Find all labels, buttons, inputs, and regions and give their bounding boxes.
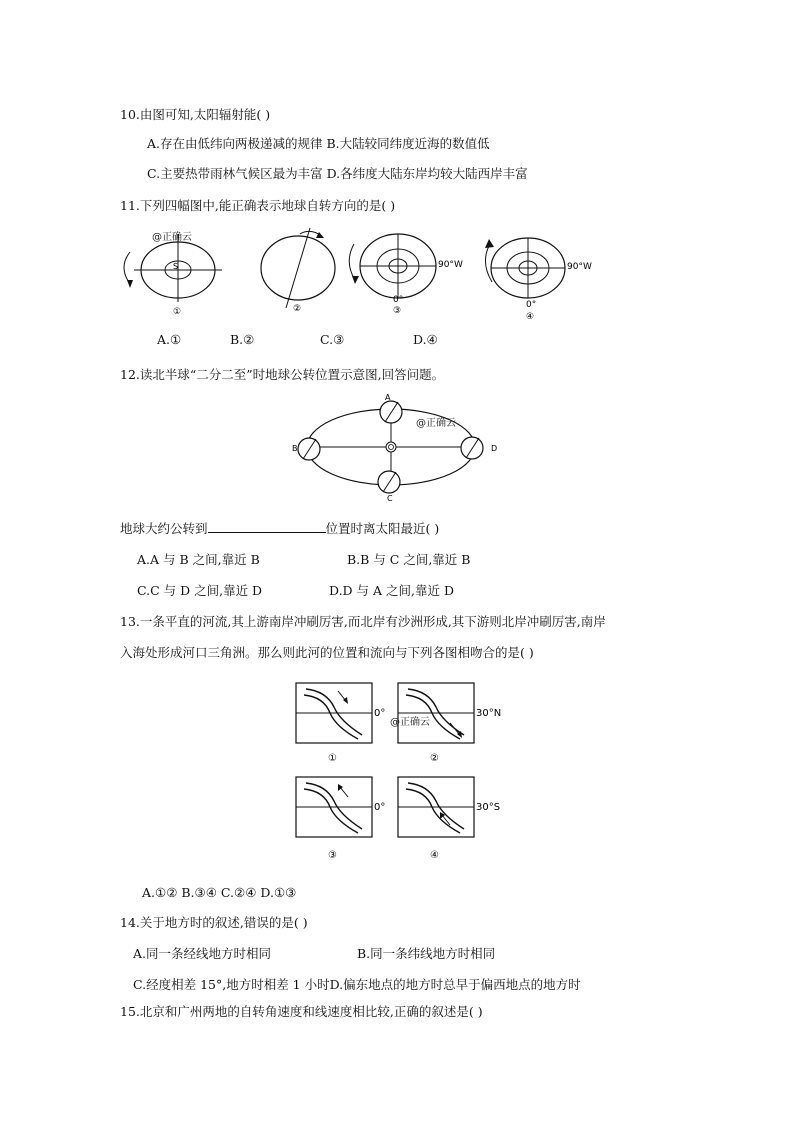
orbit-label-a: A bbox=[385, 393, 391, 402]
q13-p3-lat: 0° bbox=[374, 802, 386, 813]
orbit-label-d: D bbox=[491, 444, 498, 453]
watermark: @正确云 bbox=[152, 232, 192, 243]
q13-fig-num-2: ② bbox=[430, 753, 439, 764]
q13-stem-line2: 入海处形成河口三角洲。那么则此河的位置和流向与下列各图相吻合的是( ) bbox=[120, 645, 534, 660]
q10-option-d[interactable]: D.各纬度大陆东岸均较大陆西岸丰富 bbox=[326, 166, 528, 181]
q12-option-b[interactable]: B.B 与 C 之间,靠近 B bbox=[347, 552, 471, 567]
q11-fig-num-1: ① bbox=[173, 307, 182, 317]
q11-globe-4 bbox=[485, 238, 592, 322]
q11-fig4-90w: 90°W bbox=[567, 262, 592, 272]
q11-fig4-0: 0° bbox=[526, 300, 537, 310]
q12-question bbox=[120, 520, 439, 537]
q15-stem: 15.北京和广州两地的自转角速度和线速度相比较,正确的叙述是( ) bbox=[120, 1004, 483, 1019]
q10-option-a[interactable]: A.存在由低纬向两极递减的规律 bbox=[147, 136, 323, 151]
q11-fig-num-4: ④ bbox=[526, 312, 535, 322]
q14-option-c[interactable]: C.经度相差 15°,地方时相差 1 小时 bbox=[133, 977, 330, 992]
watermark: @正确云 bbox=[390, 717, 430, 728]
q13-options[interactable]: A.①② B.③④ C.②④ D.①③ bbox=[142, 885, 297, 900]
orbit-label-c: C bbox=[387, 494, 393, 503]
q11-stem: 11.下列四幅图中,能正确表示地球自转方向的是( ) bbox=[120, 198, 396, 213]
q13-river-figure bbox=[292, 675, 507, 865]
q11-figure bbox=[110, 222, 620, 326]
q13-panel-4 bbox=[398, 777, 500, 861]
q14-option-b[interactable]: B.同一条纬线地方时相同 bbox=[357, 946, 496, 961]
q11-option-d[interactable]: D.④ bbox=[413, 332, 438, 347]
answer-blank[interactable] bbox=[208, 520, 326, 533]
q12-option-c[interactable]: C.C 与 D 之间,靠近 D bbox=[137, 583, 263, 598]
q12-question-pre: 地球大约公转到 bbox=[120, 521, 208, 536]
q13-panel-3 bbox=[296, 777, 385, 861]
q13-panel-1 bbox=[296, 683, 385, 764]
q10-options-row1 bbox=[147, 136, 490, 152]
q11-option-b[interactable]: B.② bbox=[230, 332, 255, 347]
q10-option-b[interactable]: B.大陆较同纬度近海的数值低 bbox=[326, 136, 490, 151]
q14-option-a[interactable]: A.同一条经线地方时相同 bbox=[133, 946, 272, 961]
q11-globe-2 bbox=[261, 228, 335, 314]
q10-stem: 10.由图可知,太阳辐射能( ) bbox=[120, 107, 271, 122]
q13-p4-lat: 30°S bbox=[476, 802, 501, 813]
q13-fig-num-3: ③ bbox=[328, 850, 337, 861]
q13-p2-lat: 30°N bbox=[476, 708, 502, 719]
q13-stem-line1: 13.一条平直的河流,其上游南岸冲刷厉害,而北岸有沙洲形成,其下游则北岸冲刷厉害,南岸 bbox=[120, 614, 606, 629]
q11-fig3-90w: 90°W bbox=[438, 260, 463, 270]
q11-option-a[interactable]: A.① bbox=[157, 332, 182, 347]
q11-globe-3 bbox=[349, 234, 463, 316]
q12-question-post: 位置时离太阳最近( ) bbox=[325, 521, 440, 536]
q10-options-row2 bbox=[147, 166, 528, 182]
south-pole-label: S bbox=[173, 262, 179, 271]
orbit-label-b: B bbox=[292, 444, 298, 453]
q11-fig-num-2: ② bbox=[293, 304, 302, 314]
q12-option-a[interactable]: A.A 与 B 之间,靠近 B bbox=[137, 552, 260, 567]
q11-fig-num-3: ③ bbox=[393, 306, 402, 316]
q14-option-d[interactable]: D.偏东地点的地方时总早于偏西地点的地方时 bbox=[329, 977, 581, 992]
q10-option-c[interactable]: C.主要热带雨林气候区最为丰富 bbox=[147, 166, 323, 181]
q14-stem: 14.关于地方时的叙述,错误的是( ) bbox=[120, 915, 308, 930]
q12-stem: 12.读北半球“二分二至”时地球公转位置示意图,回答问题。 bbox=[120, 367, 445, 382]
q12-option-d[interactable]: D.D 与 A 之间,靠近 D bbox=[329, 583, 454, 598]
watermark: @正确云 bbox=[416, 418, 456, 429]
q13-fig-num-4: ④ bbox=[430, 850, 439, 861]
q13-p1-lat: 0° bbox=[374, 708, 386, 719]
q11-option-c[interactable]: C.③ bbox=[320, 332, 345, 347]
q14-options-row2 bbox=[133, 977, 581, 993]
q11-fig3-0: 0° bbox=[393, 295, 404, 305]
q13-fig-num-1: ① bbox=[328, 753, 337, 764]
q11-globe-1 bbox=[124, 234, 222, 317]
q12-orbit-figure bbox=[286, 392, 506, 504]
